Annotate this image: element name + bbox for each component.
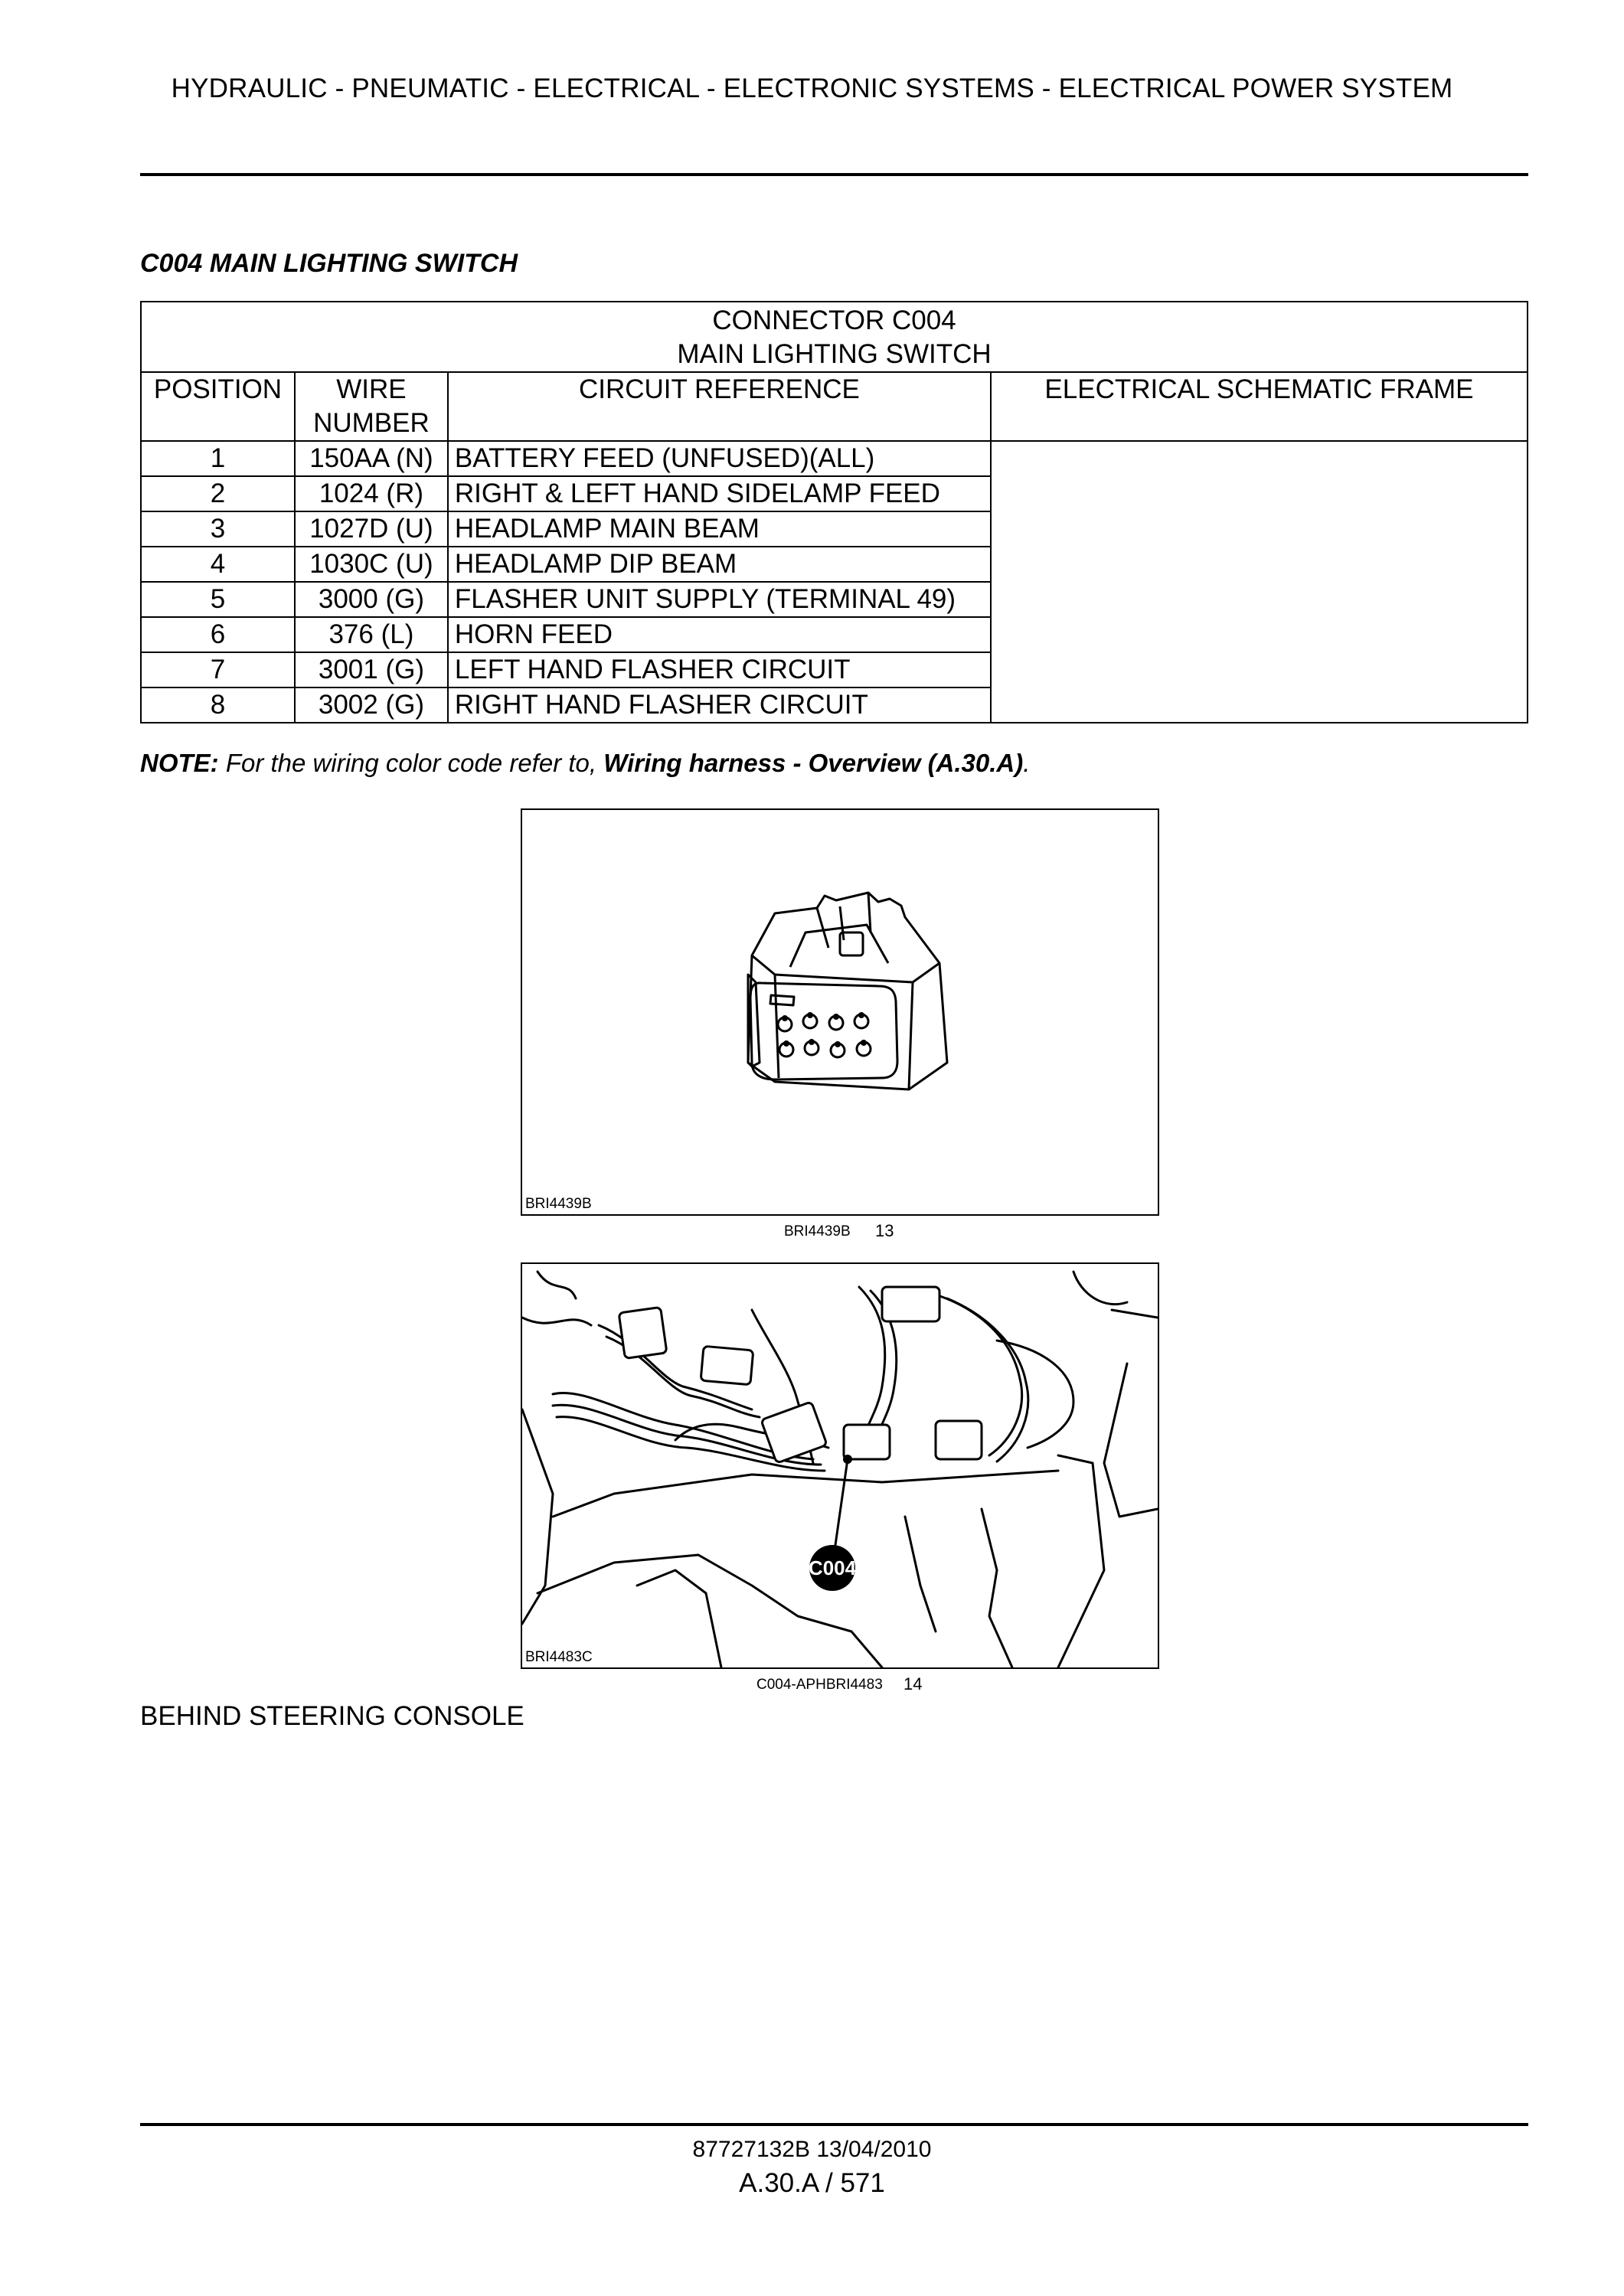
footer-rule	[140, 2123, 1528, 2126]
figure2-number: 14	[903, 1674, 923, 1693]
cell-wire: 376 (L)	[295, 617, 448, 652]
harness-drawing	[522, 1264, 1158, 1667]
cell-frame	[991, 441, 1528, 723]
col-header-circuit: CIRCUIT REFERENCE	[448, 372, 991, 441]
figure2-code: BRI4483C	[525, 1649, 593, 1665]
cell-position: 3	[141, 511, 295, 547]
cell-circuit: HEADLAMP DIP BEAM	[448, 547, 991, 582]
note-link[interactable]: Wiring harness - Overview (A.30.A)	[603, 749, 1024, 777]
col-header-frame: ELECTRICAL SCHEMATIC FRAME	[991, 372, 1528, 441]
cell-position: 8	[141, 687, 295, 723]
cell-circuit: HEADLAMP MAIN BEAM	[448, 511, 991, 547]
cell-position: 1	[141, 441, 295, 476]
col-header-position: POSITION	[141, 372, 295, 441]
cell-position: 5	[141, 582, 295, 617]
cell-position: 4	[141, 547, 295, 582]
table-title	[141, 302, 1528, 372]
connector-figure	[521, 808, 1159, 1216]
figure1-caption: BRI4439B	[784, 1223, 851, 1239]
header-rule	[140, 173, 1528, 176]
wiring-note	[140, 749, 1030, 778]
cell-wire: 3000 (G)	[295, 582, 448, 617]
col-header-wire-line1: WIRE	[336, 374, 407, 404]
table-row	[141, 441, 1528, 476]
harness-figure	[521, 1262, 1159, 1669]
page-header: HYDRAULIC - PNEUMATIC - ELECTRICAL - ELECTRONIC SYSTEMS - ELECTRICAL POWER SYSTEM	[171, 73, 1453, 103]
footer-page-number: A.30.A / 571	[739, 2168, 885, 2198]
table-header-row	[141, 372, 1528, 441]
table-title-row	[141, 302, 1528, 372]
connector-table	[140, 301, 1528, 723]
cell-position: 6	[141, 617, 295, 652]
cell-circuit: RIGHT HAND FLASHER CIRCUIT	[448, 687, 991, 723]
figure2-caption: C004-APHBRI4483	[756, 1677, 883, 1693]
cell-wire: 3002 (G)	[295, 687, 448, 723]
figure1-number: 13	[875, 1221, 894, 1240]
cell-wire: 1027D (U)	[295, 511, 448, 547]
col-header-wire	[295, 372, 448, 441]
table-title-line2: MAIN LIGHTING SWITCH	[677, 339, 992, 369]
note-text: For the wiring color code refer to,	[218, 749, 604, 777]
col-header-wire-line2: NUMBER	[313, 408, 430, 438]
location-text: BEHIND STEERING CONSOLE	[140, 1701, 524, 1731]
figure1-code: BRI4439B	[525, 1196, 592, 1212]
cell-wire: 1024 (R)	[295, 476, 448, 511]
cell-position: 2	[141, 476, 295, 511]
cell-wire: 150AA (N)	[295, 441, 448, 476]
cell-wire: 3001 (G)	[295, 652, 448, 687]
cell-circuit: BATTERY FEED (UNFUSED)(ALL)	[448, 441, 991, 476]
table-title-line1: CONNECTOR C004	[712, 305, 956, 335]
cell-position: 7	[141, 652, 295, 687]
cell-wire: 1030C (U)	[295, 547, 448, 582]
footer-document-id: 87727132B 13/04/2010	[692, 2137, 932, 2162]
connector-drawing	[522, 810, 1158, 1214]
cell-circuit: FLASHER UNIT SUPPLY (TERMINAL 49)	[448, 582, 991, 617]
note-label: NOTE:	[140, 749, 219, 777]
note-end: .	[1023, 749, 1031, 777]
c004-callout-label: C004	[808, 1556, 857, 1579]
cell-circuit: RIGHT & LEFT HAND SIDELAMP FEED	[448, 476, 991, 511]
cell-circuit: HORN FEED	[448, 617, 991, 652]
cell-circuit: LEFT HAND FLASHER CIRCUIT	[448, 652, 991, 687]
section-title: C004 MAIN LIGHTING SWITCH	[140, 249, 518, 278]
